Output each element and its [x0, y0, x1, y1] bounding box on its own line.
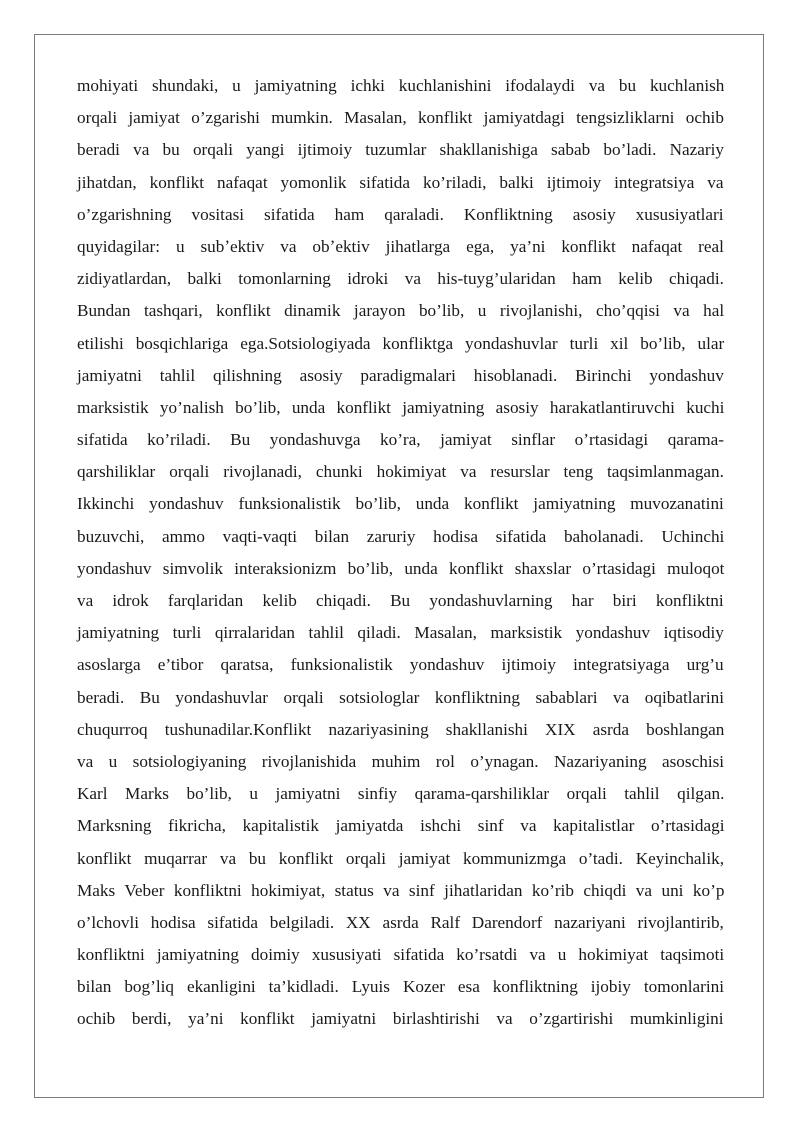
text-line: konflikt muqarrar va bu konflikt orqali jamiyat kommunizmga o’tadi. Keyinchalik, [77, 848, 724, 868]
text-line: qarshiliklar orqali rivojlanadi, chunki hokimiyat va resurslar teng taqsimlanmagan. [77, 462, 724, 482]
text-line: chuqurroq tushunadilar.Konflikt nazariyasining shakllanishi XIX asrda boshlangan [77, 719, 725, 739]
text-line: etilishi bosqichlariga ega.Sotsiologiyada konfliktga yondashuvlar turli xil bo’lib, ular [77, 333, 725, 353]
text-line: Karl Marks bo’lib, u jamiyatni sinfiy qarama-qarshiliklar orqali tahlil qilgan. [77, 784, 725, 804]
text-line: konfliktni jamiyatning doimiy xususiyati sifatida ko’rsatdi va u hokimiyat taqsimoti [77, 945, 725, 965]
text-line: jamiyatni tahlil qilishning asosiy paradigmalari hisoblanadi. Birinchi yondashuv [77, 365, 724, 385]
text-line: va u sotsiologiyaning rivojlanishida muhim rol o’ynagan. Nazariyaning asoschisi [77, 751, 725, 771]
text-line: beradi va bu orqali yangi ijtimoiy tuzumlar shakllanishiga sabab bo’ladi. Nazariy [77, 140, 724, 160]
text-line: buzuvchi, ammo vaqti-vaqti bilan zaruriy hodisa sifatida baholanadi. Uchinchi [77, 526, 725, 546]
text-line: beradi. Bu yondashuvlar orqali sotsiologlar konfliktning sabablari va oqibatlarini [77, 687, 725, 707]
text-line: orqali jamiyat o’zgarishi mumkin. Masalan, konflikt jamiyatdagi tengsizliklarni ochib [77, 108, 724, 128]
text-line: o’lchovli hodisa sifatida belgiladi. XX asrda Ralf Darendorf nazariyani rivojlantirib, [77, 912, 724, 932]
text-line: Ikkinchi yondashuv funksionalistik bo’lib, unda konflikt jamiyatning muvozanatini [77, 494, 724, 514]
text-line: bilan bog’liq ekanligini ta’kidladi. Lyuis Kozer esa konfliktning ijobiy tomonlarini [77, 977, 725, 997]
text-line: jamiyatning turli qirralaridan tahlil qiladi. Masalan, marksistik yondashuv iqtisodiy [77, 623, 724, 643]
body-text [77, 70, 724, 1036]
text-line: zidiyatlardan, balki tomonlarning idroki va his-tuyg’ularidan ham kelib chiqadi. [77, 269, 724, 289]
text-line: sifatida ko’riladi. Bu yondashuvga ko’ra, jamiyat sinflar o’rtasidagi qarama- [77, 430, 725, 450]
text-line: mohiyati shundaki, u jamiyatning ichki kuchlanishini ifodalaydi va bu kuchlanish [77, 76, 725, 95]
text-line: o’zgarishning vositasi sifatida ham qaraladi. Konfliktning asosiy xususiyatlari [77, 204, 724, 224]
text-line: va idrok farqlaridan kelib chiqadi. Bu yondashuvlarning har biri konfliktni [77, 591, 724, 610]
text-line: asoslarga e’tibor qaratsa, funksionalistik yondashuv ijtimoiy integratsiyaga urg’u [77, 655, 724, 675]
text-line: jihatdan, konflikt nafaqat yomonlik sifatida ko’riladi, balki ijtimoiy integratsiya va [77, 172, 724, 192]
text-line: yondashuv simvolik interaksionizm bo’lib, unda konflikt shaxslar o’rtasidagi muloqot [77, 558, 725, 578]
text-line: Bundan tashqari, konflikt dinamik jarayon bo’lib, u rivojlanishi, cho’qqisi va hal [77, 301, 725, 321]
text-line: Maks Veber konfliktni hokimiyat, status va sinf jihatlaridan ko’rib chiqdi va uni ko’p [77, 880, 725, 900]
text-line: ochib berdi, ya’ni konflikt jamiyatni birlashtirishi va o’zgartirishi mumkinligini [77, 1009, 724, 1029]
text-line: quyidagilar: u subʼektiv va obʼektiv jihatlarga ega, ya’ni konflikt nafaqat real [77, 236, 724, 256]
text-line: marksistik yo’nalish bo’lib, unda konflikt jamiyatning asosiy harakatlantiruvchi kuchi [77, 397, 725, 417]
text-line: Marksning fikricha, kapitalistik jamiyatda ishchi sinf va kapitalistlar o’rtasidagi [77, 816, 725, 836]
